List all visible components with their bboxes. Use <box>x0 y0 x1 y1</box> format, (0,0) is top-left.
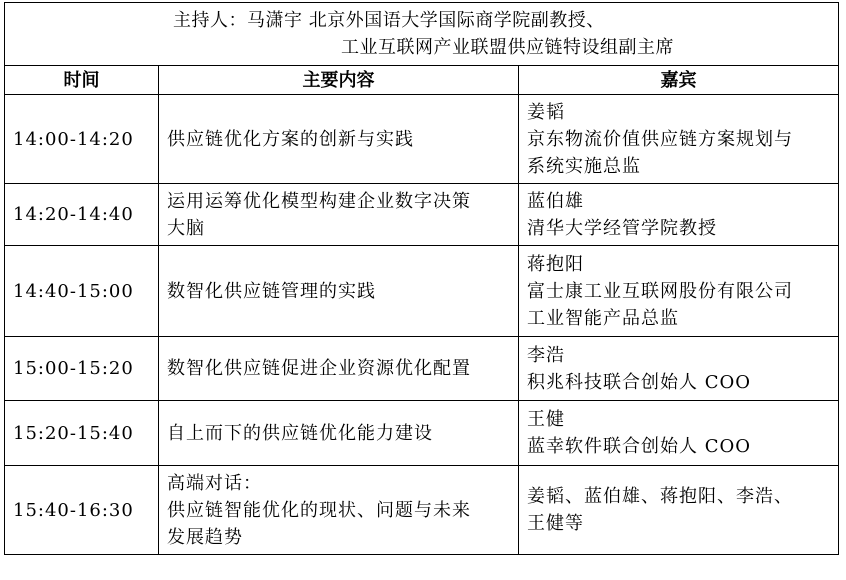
time-cell: 14:00-14:20 <box>5 95 159 184</box>
time-cell: 14:40-15:00 <box>5 246 159 337</box>
guest-line: 蓝伯雄 <box>527 190 584 212</box>
table-row <box>5 95 839 184</box>
topic-cell <box>159 337 519 401</box>
topic-line: 数智化供应链促进企业资源优化配置 <box>167 358 471 379</box>
guest-line: 姜韬 <box>527 101 565 123</box>
guest-line: 蓝幸软件联合创始人 COO <box>527 436 752 457</box>
time-cell: 15:40-16:30 <box>5 466 159 555</box>
guest-cell <box>519 401 839 466</box>
topic-line: 供应链智能优化的现状、问题与未来 <box>167 499 471 521</box>
topic-cell <box>159 466 519 555</box>
topic-line: 发展趋势 <box>167 526 243 548</box>
guest-line: 京东物流价值供应链方案规划与 <box>527 128 793 150</box>
topic-cell <box>159 184 519 246</box>
time-cell: 15:00-15:20 <box>5 337 159 401</box>
guest-line: 清华大学经管学院教授 <box>527 217 717 239</box>
guest-line: 姜韬、蓝伯雄、蒋抱阳、李浩、 <box>527 486 793 507</box>
guest-cell <box>519 95 839 184</box>
table-row <box>5 466 839 555</box>
guest-line: 工业智能产品总监 <box>527 307 679 329</box>
time-cell: 14:20-14:40 <box>5 184 159 246</box>
guest-cell <box>519 466 839 555</box>
topic-line: 数智化供应链管理的实践 <box>167 280 376 302</box>
table-row <box>5 401 839 466</box>
topic-line: 运用运筹优化模型构建企业数字决策 <box>167 190 471 212</box>
table-row <box>5 337 839 401</box>
header-time: 时间 <box>5 66 159 95</box>
host-line-1: 主持人：马潇宇 北京外国语大学国际商学院副教授、 <box>173 10 605 31</box>
guest-line: 系统实施总监 <box>527 155 641 177</box>
guest-line: 富士康工业互联网股份有限公司 <box>527 280 793 302</box>
guest-line: 蒋抱阳 <box>527 253 584 275</box>
topic-line: 供应链优化方案的创新与实践 <box>167 128 414 150</box>
guest-cell <box>519 337 839 401</box>
guest-cell <box>519 246 839 337</box>
topic-line: 大脑 <box>167 217 205 239</box>
host-row <box>5 3 839 66</box>
guest-line: 王健等 <box>527 513 584 534</box>
guest-cell <box>519 184 839 246</box>
host-line-2: 工业互联网产业联盟供应链特设组副主席 <box>341 37 674 58</box>
header-content: 主要内容 <box>159 66 519 95</box>
header-guest: 嘉宾 <box>519 66 839 95</box>
agenda-table <box>4 2 839 555</box>
topic-line: 自上而下的供应链优化能力建设 <box>167 422 433 444</box>
table-row <box>5 184 839 246</box>
table-row <box>5 246 839 337</box>
guest-line: 王健 <box>527 409 565 430</box>
topic-cell <box>159 95 519 184</box>
topic-cell <box>159 401 519 466</box>
topic-cell <box>159 246 519 337</box>
topic-line: 高端对话： <box>167 472 262 494</box>
time-cell: 15:20-15:40 <box>5 401 159 466</box>
guest-line: 李浩 <box>527 344 565 366</box>
host-cell <box>5 3 839 66</box>
guest-line: 积兆科技联合创始人 COO <box>527 371 752 393</box>
header-row <box>5 66 839 95</box>
